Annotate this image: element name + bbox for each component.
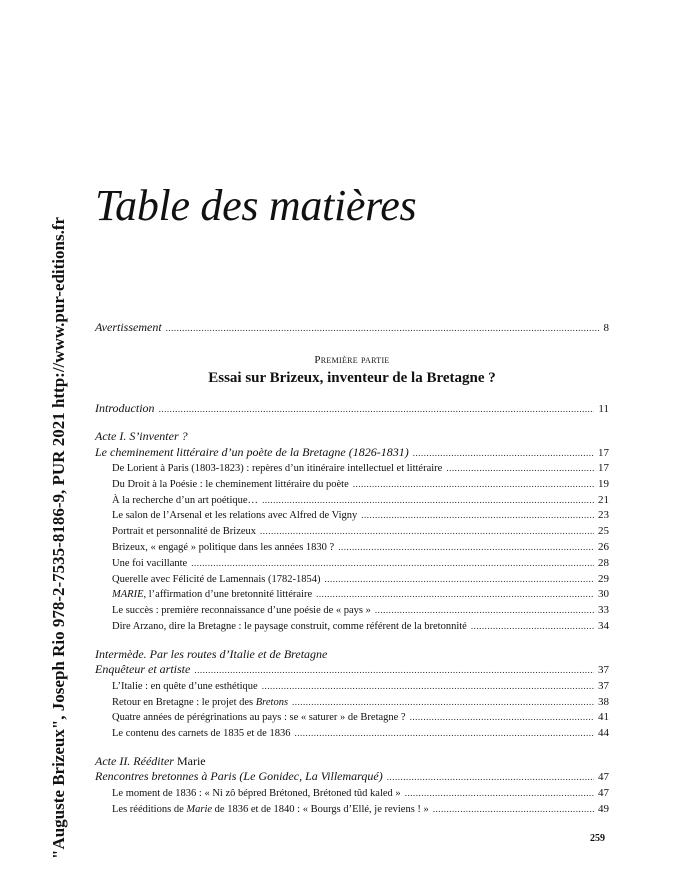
toc-entry[interactable]: Le succès : première reconnaissance d’une poésie de « pays » ..... 33 [95, 603, 609, 619]
leader-dots [413, 445, 594, 462]
page-number: 259 [590, 833, 605, 844]
entry-page: 8 [603, 322, 609, 334]
toc-entry[interactable]: Quatre années de pérégrinations au pays : se « saturer » de Bretagne ? ..... 41 [95, 710, 609, 726]
entry-label: Le cheminement littéraire d’un poète de la Bretagne (1826-1831) [95, 444, 409, 459]
toc-entry[interactable]: MARIE, l’affirmation d’une bretonnité littéraire ..... 30 [95, 587, 609, 603]
toc-entry[interactable]: L’Italie : en quête d’une esthétique ..... 37 [95, 679, 609, 695]
toc-entry[interactable]: De Lorient à Paris (1803-1823) : repères d’un itinéraire intellectuel et littéraire ..... 17 [95, 461, 609, 477]
side-watermark [48, 216, 78, 859]
toc-entry[interactable]: Retour en Bretagne : le projet des Bretons ..... 38 [95, 695, 609, 711]
toc-entry-avertissement[interactable] [95, 320, 609, 337]
toc-entry[interactable]: Le salon de l’Arsenal et les relations avec Alfred de Vigny ..... 23 [95, 508, 609, 524]
page-title: Table des matières [95, 181, 417, 230]
part-label: Première partie [314, 353, 390, 366]
acte1-heading: Acte I. S’inventer ? [95, 429, 188, 443]
side-watermark-text: "Auguste Brizeux", Joseph Rio 978-2-7535-8186-9, PUR 2021 http://www.pur-editions.fr [49, 216, 68, 859]
toc-entry[interactable]: Une foi vacillante ..... 28 [95, 556, 609, 572]
toc-section[interactable] [95, 445, 609, 462]
acte2-heading: Acte II. Rééditer Marie [95, 753, 206, 768]
toc-entry[interactable]: Portrait et personnalité de Brizeux ..... 25 [95, 524, 609, 540]
toc-entry[interactable]: À la recherche d’un art poétique… ..... 21 [95, 493, 609, 509]
toc-entry[interactable]: Les rééditions de Marie de 1836 et de 1840 : « Bourgs d’Ellé, je reviens ! » ..... 49 [95, 802, 609, 818]
table-of-contents [95, 320, 609, 818]
part-title: Essai sur Brizeux, inventeur de la Bretagne ? [208, 369, 496, 386]
entry-page: 11 [598, 402, 609, 415]
toc-entry[interactable]: Querelle avec Félicité de Lamennais (1782-1854) ..... 29 [95, 572, 609, 588]
entry-label: Avertissement [95, 320, 162, 334]
toc-entry[interactable]: Brizeux, « engagé » politique dans les années 1830 ? ..... 26 [95, 540, 609, 556]
leader-dots [166, 320, 600, 337]
entry-page: 17 [598, 446, 609, 459]
toc-entry[interactable]: Le moment de 1836 : « Ni zô bépred Brétoned, Brétoned tûd kaled » ..... 47 [95, 786, 609, 802]
toc-section[interactable]: Enquêteur et artiste ..... 37 [95, 662, 609, 679]
toc-entry-introduction[interactable] [95, 401, 609, 418]
toc-entry[interactable]: Le contenu des carnets de 1835 et de 1836 ..... 44 [95, 726, 609, 742]
leader-dots [159, 401, 595, 418]
toc-entry[interactable]: Dire Arzano, dire la Bretagne : le paysage construit, comme référent de la bretonnité ..... 34 [95, 619, 609, 635]
intermede-heading: Intermède. Par les routes d’Italie et de Bretagne [95, 646, 328, 661]
toc-entry[interactable]: Du Droit à la Poésie : le cheminement littéraire du poète ..... 19 [95, 477, 609, 493]
entry-label: Introduction [95, 400, 155, 415]
toc-section[interactable]: Rencontres bretonnes à Paris (Le Gonidec, La Villemarqué) ..... 47 [95, 769, 609, 786]
